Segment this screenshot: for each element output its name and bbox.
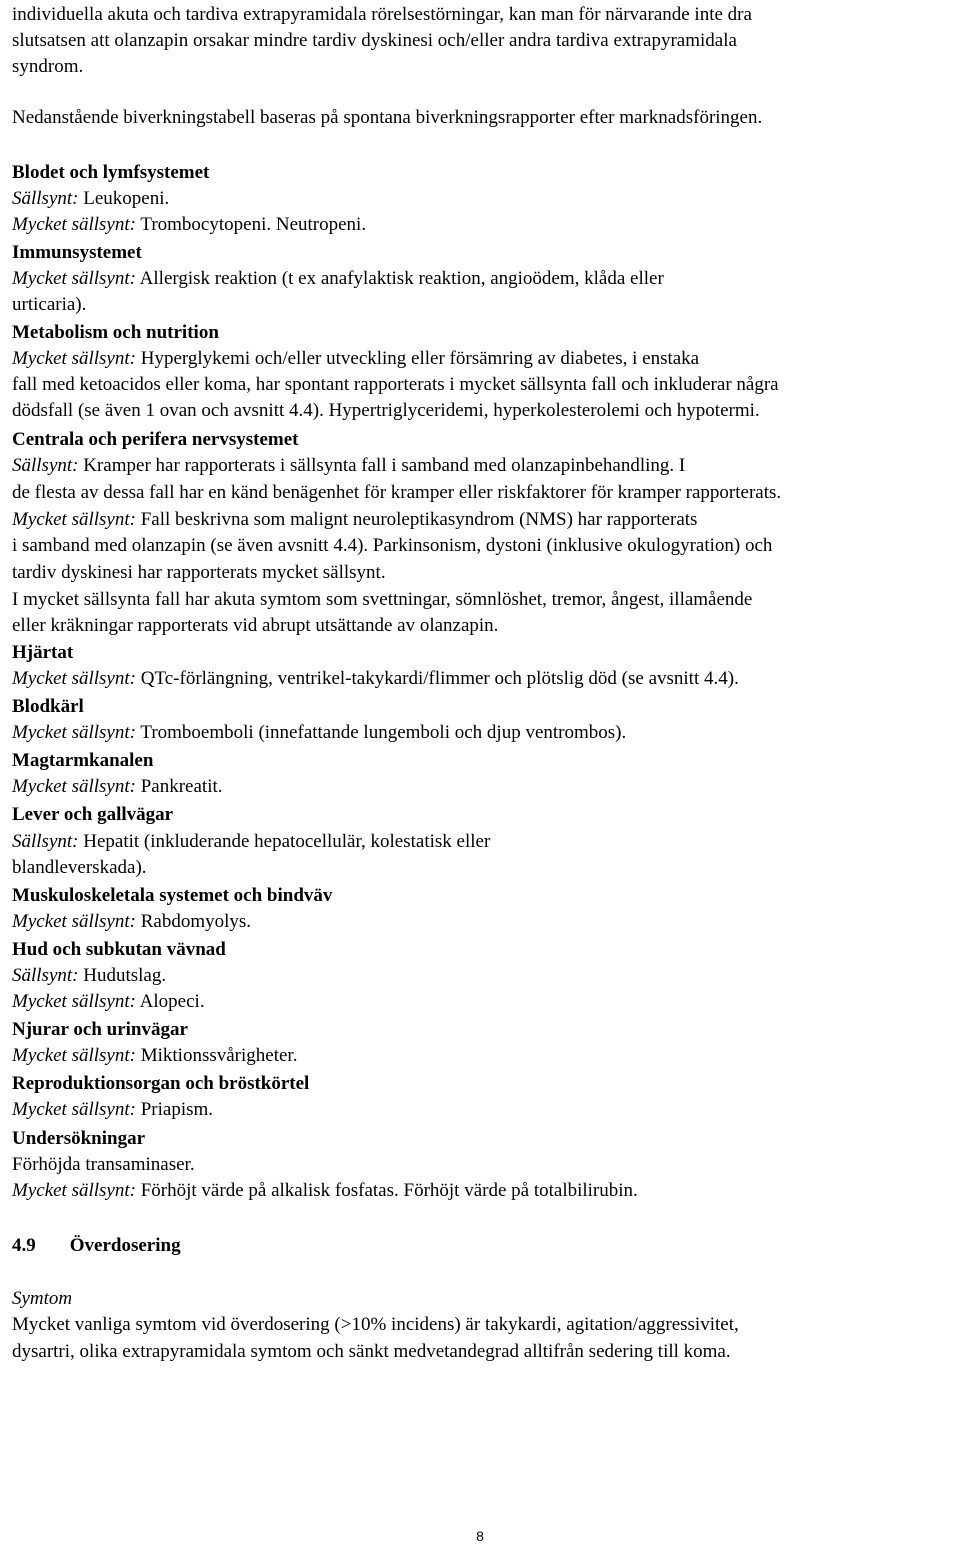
section-heading-gi: Magtarmkanalen — [12, 750, 154, 771]
heart-text-1: QTc-förlängning, ventrikel-takykardi/flimmer och plötslig död (se avsnitt 4.4). — [135, 668, 739, 689]
skin-line-2 — [12, 989, 205, 1015]
section-heading-heart: Hjärtat — [12, 642, 74, 663]
cns-line-4: i samband med olanzapin (se även avsnitt 4.4). Parkinsonism, dystoni (inklusive okulogyration) och — [12, 535, 773, 556]
frequency-label: Mycket sällsynt: — [12, 214, 136, 235]
intro-line-1: individuella akuta och tardiva extrapyramidala rörelsestörningar, kan man för närvarande inte dra — [12, 4, 752, 25]
frequency-label: Mycket sällsynt: — [12, 348, 136, 369]
blood-line-2 — [12, 212, 366, 238]
invest-line-2 — [12, 1178, 638, 1204]
blood-text-2: Trombocytopeni. Neutropeni. — [135, 214, 367, 235]
cns-line-2: de flesta av dessa fall har en känd benägenhet för kramper eller riskfaktorer för kramper rapporterats. — [12, 482, 782, 503]
vessels-line-1 — [12, 720, 626, 746]
metabolism-line-2: fall med ketoacidos eller koma, har spontant rapporterats i mycket sällsynta fall och inkluderar några — [12, 374, 779, 395]
skin-line-1 — [12, 963, 166, 989]
skin-text-2: Alopeci. — [135, 991, 205, 1012]
liver-text-1: Hepatit (inkluderande hepatocellulär, kolestatisk eller — [78, 831, 491, 852]
cns-line-1 — [12, 453, 685, 479]
invest-line-1: Förhöjda transaminaser. — [12, 1154, 195, 1175]
blood-text-1: Leukopeni. — [78, 188, 170, 209]
page-number: 8 — [476, 1528, 484, 1544]
cns-line-6: I mycket sällsynta fall har akuta symtom som svettningar, sömnlöshet, tremor, ångest, illamående — [12, 589, 753, 610]
invest-text-2: Förhöjt värde på alkalisk fosfatas. Förhöjt värde på totalbilirubin. — [135, 1180, 638, 1201]
skin-text-1: Hudutslag. — [78, 965, 167, 986]
frequency-label: Sällsynt: — [12, 455, 79, 476]
frequency-label: Mycket sällsynt: — [12, 1180, 136, 1201]
intro-line-3: syndrom. — [12, 56, 84, 77]
frequency-label: Sällsynt: — [12, 831, 79, 852]
frequency-label: Mycket sällsynt: — [12, 668, 136, 689]
section-heading-metabolism: Metabolism och nutrition — [12, 322, 219, 343]
vessels-text-1: Tromboemboli (innefattande lungemboli och djup ventrombos). — [135, 722, 627, 743]
frequency-label: Sällsynt: — [12, 965, 79, 986]
section-heading-skin: Hud och subkutan vävnad — [12, 939, 226, 960]
frequency-label: Sällsynt: — [12, 188, 79, 209]
metabolism-line-1 — [12, 346, 699, 372]
immune-line-1 — [12, 266, 664, 292]
section-heading-vessels: Blodkärl — [12, 696, 84, 717]
frequency-label: Mycket sällsynt: — [12, 509, 136, 530]
section-heading-immune: Immunsystemet — [12, 242, 142, 263]
repro-line-1 — [12, 1097, 213, 1123]
gi-line-1 — [12, 774, 223, 800]
frequency-label: Mycket sällsynt: — [12, 722, 136, 743]
metabolism-line-3: dödsfall (se även 1 ovan och avsnitt 4.4). Hypertriglyceridemi, hyperkolesterolemi och hypotermi. — [12, 400, 760, 421]
section-heading-cns: Centrala och perifera nervsystemet — [12, 429, 299, 450]
frequency-label: Mycket sällsynt: — [12, 911, 136, 932]
musculo-text-1: Rabdomyolys. — [135, 911, 252, 932]
section-heading-overdose — [12, 1233, 181, 1259]
section-title: Överdosering — [69, 1235, 181, 1256]
gi-text-1: Pankreatit. — [135, 776, 223, 797]
metabolism-text-1: Hyperglykemi och/eller utveckling eller försämring av diabetes, i enstaka — [135, 348, 700, 369]
section-heading-musculo: Muskuloskeletala systemet och bindväv — [12, 885, 333, 906]
frequency-label: Mycket sällsynt: — [12, 991, 136, 1012]
section-heading-liver: Lever och gallvägar — [12, 804, 174, 825]
section-heading-invest: Undersökningar — [12, 1128, 146, 1149]
intro-line-2: slutsatsen att olanzapin orsakar mindre tardiv dyskinesi och/eller andra tardiva extrapyramidala — [12, 30, 737, 51]
frequency-label: Mycket sällsynt: — [12, 1045, 136, 1066]
table-intro: Nedanstående biverkningstabell baseras på spontana biverkningsrapporter efter marknadsföringen. — [12, 107, 763, 128]
kidney-line-1 — [12, 1043, 297, 1069]
heart-line-1 — [12, 666, 739, 692]
cns-text-3: Fall beskrivna som malignt neuroleptikasyndrom (NMS) har rapporterats — [135, 509, 698, 530]
blood-line-1 — [12, 186, 169, 212]
frequency-label: Mycket sällsynt: — [12, 1099, 136, 1120]
kidney-text-1: Miktionssvårigheter. — [135, 1045, 298, 1066]
liver-line-1 — [12, 829, 490, 855]
section-heading-kidney: Njurar och urinvägar — [12, 1019, 188, 1040]
overdose-subheading: Symtom — [12, 1288, 73, 1309]
cns-text-1: Kramper har rapporterats i sällsynta fall i samband med olanzapinbehandling. I — [78, 455, 686, 476]
cns-line-5: tardiv dyskinesi har rapporterats mycket sällsynt. — [12, 562, 386, 583]
overdose-line-2: dysartri, olika extrapyramidala symtom och sänkt medvetandegrad alltifrån sedering till koma. — [12, 1341, 731, 1362]
repro-text-1: Priapism. — [135, 1099, 214, 1120]
section-heading-blood: Blodet och lymfsystemet — [12, 162, 210, 183]
musculo-line-1 — [12, 909, 251, 935]
frequency-label: Mycket sällsynt: — [12, 776, 136, 797]
section-heading-repro: Reproduktionsorgan och bröstkörtel — [12, 1073, 310, 1094]
frequency-label: Mycket sällsynt: — [12, 268, 136, 289]
overdose-line-1: Mycket vanliga symtom vid överdosering (>10% incidens) är takykardi, agitation/aggressivitet, — [12, 1314, 739, 1335]
cns-line-3 — [12, 507, 697, 533]
immune-text-1: Allergisk reaktion (t ex anafylaktisk reaktion, angioödem, klåda eller — [135, 268, 664, 289]
cns-line-7: eller kräkningar rapporterats vid abrupt utsättande av olanzapin. — [12, 615, 499, 636]
liver-line-2: blandleverskada). — [12, 857, 147, 878]
immune-line-2: urticaria). — [12, 294, 87, 315]
section-number: 4.9 — [12, 1235, 36, 1256]
